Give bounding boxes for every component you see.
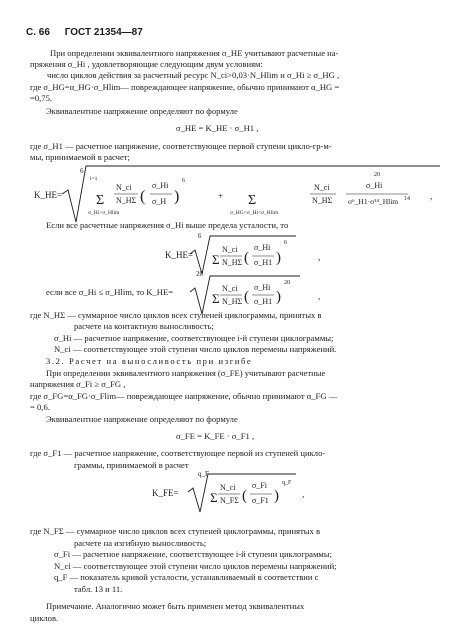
formula-sigma-fe: σ_FE = K_FE · σ_F1 ,: [176, 431, 255, 441]
frac-top: σ_Hi: [366, 181, 383, 190]
svg-text:q_F: q_F: [198, 470, 209, 478]
svg-text:N_ci: N_ci: [222, 284, 238, 293]
text-line: где N_HΣ — суммарное число циклов всех ступеней циклограммы, принятых в: [30, 310, 322, 320]
standard-code: ГОСТ 21354—87: [64, 27, 143, 38]
note-line: циклов.: [30, 613, 59, 623]
svg-text:6: 6: [284, 240, 287, 246]
plus-sign: +: [218, 191, 224, 201]
svg-text:20: 20: [196, 270, 203, 278]
text-line: N_ci — соответствующее этой ступени число циклов перемены напряжений;: [54, 561, 337, 571]
svg-text:(: (: [242, 488, 247, 504]
text-line: При определении эквивалентного напряжения σ_HE учитывают расчетные на-: [50, 48, 339, 58]
sum-sign: Σ: [248, 193, 257, 208]
sum-lower: σ_Hi>σ_Hlim: [88, 210, 120, 216]
svg-text:σ_Fi: σ_Fi: [252, 481, 267, 490]
svg-text:σ_F1: σ_F1: [252, 496, 269, 505]
text-line: σ_Fi — расчетное напряжение, соответствующее i-й ступени циклограммы;: [54, 549, 333, 559]
svg-text:): ): [174, 188, 180, 205]
svg-text:σ_Hi: σ_Hi: [254, 243, 271, 252]
text-line: Эквивалентное напряжение определяют по формуле: [46, 414, 238, 424]
frac-bot: σ⁶_H1·σ¹⁴_Hlim: [348, 197, 399, 206]
svg-text:): ): [276, 250, 281, 266]
svg-text:N_ci: N_ci: [222, 245, 238, 254]
text-line: мы, принимаемой в расчет;: [30, 152, 130, 162]
text-line: расчете на контактную выносливость;: [74, 321, 214, 331]
text-line: пряжения σ_Hi , удовлетворяющие следующим двум условиям:: [30, 59, 263, 69]
svg-text:σ_H1: σ_H1: [254, 258, 273, 267]
svg-text:Σ: Σ: [212, 291, 220, 306]
svg-text:σ_Hi: σ_Hi: [254, 283, 271, 292]
svg-text:N_HΣ: N_HΣ: [222, 258, 243, 267]
svg-text:Σ: Σ: [210, 490, 218, 505]
ratio-num: N_ci: [116, 183, 132, 192]
frac-top: σ_Hi: [152, 181, 169, 190]
sum-lower: σ_HG<σ_Hi<σ_Hlim: [230, 210, 279, 216]
svg-text:,: ,: [318, 291, 321, 301]
power: 14: [404, 196, 410, 202]
svg-text:σ_H1: σ_H1: [254, 297, 273, 306]
note-line: Примечание. Аналогично может быть применен метод эквивалентных: [46, 601, 305, 611]
sum-upper: i=1: [90, 176, 98, 182]
text-line: где σ_HG=α_HG·σ_Hlim— повреждающее напряжение, обычно принимают α_HG =: [30, 82, 340, 92]
text-line: табл. 13 и 11.: [74, 584, 123, 594]
svg-text:N_ci: N_ci: [220, 483, 236, 492]
svg-text:N_HΣ: N_HΣ: [222, 297, 243, 306]
text-line: где σ_FG=α_FG·σ_Flim— повреждающее напряжение, обычно принимают α_FG —: [30, 391, 338, 401]
text-line: =0,75.: [30, 93, 53, 103]
ratio-den: N_HΣ: [312, 196, 333, 205]
svg-text:,: ,: [430, 191, 433, 201]
text-line: расчете на изгибную выносливость;: [74, 538, 207, 548]
text-line: Если все расчетные напряжения σ_Hi выше предела усталости, то: [46, 220, 289, 230]
svg-text:N_FΣ: N_FΣ: [220, 496, 239, 505]
frac-bot: σ_H: [152, 197, 167, 206]
root-index: 6: [80, 167, 84, 175]
power: 20: [374, 172, 380, 178]
svg-text:): ): [276, 289, 281, 305]
svg-text:(: (: [244, 289, 249, 305]
text-line: N_ci — соответствующее этой ступени число циклов перемены напряжений.: [54, 344, 337, 354]
text-line: где N_FΣ — суммарное число циклов всех ступеней циклограммы, принятых в: [30, 526, 321, 536]
svg-text:,: ,: [318, 252, 321, 262]
ratio-num: N_ci: [314, 183, 330, 192]
text-line: если все σ_Hi ≤ σ_Hlim, то K_HE=: [46, 287, 174, 297]
svg-text:,: ,: [302, 489, 305, 499]
page-number: С. 66: [26, 27, 50, 38]
svg-text:20: 20: [284, 280, 290, 286]
ratio-den: N_HΣ: [116, 196, 137, 205]
formula-lhs: K_HE=: [34, 190, 63, 200]
power: 6: [182, 178, 185, 184]
svg-text:6: 6: [198, 232, 202, 240]
svg-text:(: (: [140, 188, 146, 205]
text-line: Эквивалентное напряжение определяют по формуле: [46, 106, 238, 116]
sum-sign: Σ: [96, 193, 105, 208]
svg-text:q_F: q_F: [282, 480, 292, 486]
svg-text:): ): [274, 488, 279, 504]
text-line: При определении эквивалентного напряжения (σ_FE) учитывают расчетные: [46, 368, 326, 378]
text-line: σ_Hi — расчетное напряжение, соответствующее i-й ступени циклограммы;: [54, 333, 334, 343]
text-line: где σ_F1 — расчетное напряжение, соответствующее первой из ступеней цикло-: [30, 448, 326, 458]
text-line: где σ_H1 — расчетное напряжение, соответствующее первой ступени цикло-гр-м-: [30, 141, 332, 151]
text-line: граммы, принимаемой в расчет: [74, 460, 189, 470]
svg-text:Σ: Σ: [212, 252, 220, 267]
svg-text:(: (: [244, 250, 249, 266]
svg-text:K_FE=: K_FE=: [152, 488, 179, 498]
text-line: число циклов действия за расчетный ресурс N_ci>0,03·N_Hlim и σ_Hi ≥ σ_HG ,: [47, 70, 340, 80]
text-line: = 0,6.: [30, 402, 50, 412]
svg-text:K_HE=: K_HE=: [165, 250, 194, 260]
formula-sigma-he: σ_HE = K_HE · σ_H1 ,: [176, 123, 259, 133]
text-line: q_F — показатель кривой усталости, устанавливаемый в соответствии с: [54, 572, 319, 582]
section-heading: 3.2. Расчет на выносливость при изгибе: [46, 356, 253, 366]
text-line: напряжения σ_Fi ≥ σ_FG ,: [30, 379, 126, 389]
